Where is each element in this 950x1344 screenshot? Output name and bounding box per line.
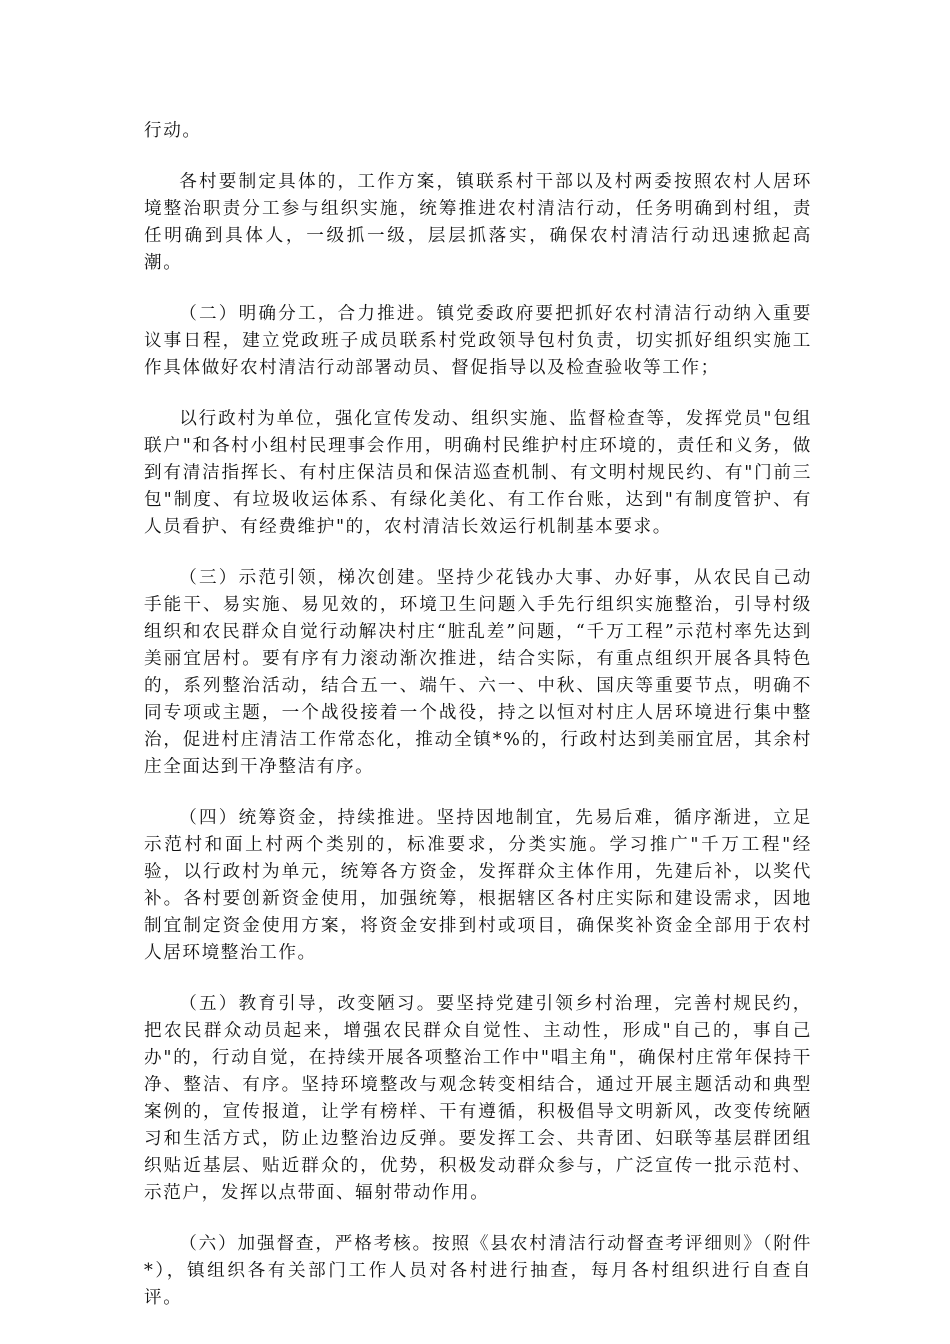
paragraph-section-6: （六）加强督查，严格考核。按照《县农村清洁行动督查考评细则》（附件*），镇组织各有关部门工作人员对各村进行抽查，每月各村组织进行自查自评。 [144, 1234, 812, 1308]
paragraph-continuation: 行动。 [144, 121, 202, 141]
paragraph-village-plan: 各村要制定具体的，工作方案，镇联系村干部以及村两委按照农村人居环境整治职责分工参与组织实施，统筹推进农村清洁行动，任务明确到村组，责任明确到具体人，一级抓一级，层层抓落实，确保农村清洁行动迅速掀起高潮。 [144, 172, 812, 273]
paragraph-section-5: （五）教育引导，改变陋习。要坚持党建引领乡村治理，完善村规民约，把农民群众动员起来，增强农民群众自觉性、主动性，形成"自己的，事自己办"的，行动自觉，在持续开展各项整治工作中"唱主角"，确保村庄常年保持干净、整洁、有序。坚持环境整改与观念转变相结合，通过开展主题活动和典型案例的，宣传报道，让学有榜样、干有遵循，积极倡导文明新风，改变传统陋习和生活方式，防止边整治边反弹。要发挥工会、共青团、妇联等基层群团组织贴近基层、贴近群众的，优势，积极发动群众参与，广泛宣传一批示范村、示范户，发挥以点带面、辐射带动作用。 [144, 994, 812, 1203]
document-page [144, 118, 812, 1312]
paragraph-section-2: （二）明确分工，合力推进。镇党委政府要把抓好农村清洁行动纳入重要议事日程，建立党政班子成员联系村党政领导包村负责，切实抓好组织实施工作具体做好农村清洁行动部署动员、督促指导以及检查验收等工作； [144, 304, 812, 378]
paragraph-section-3: （三）示范引领，梯次创建。坚持少花钱办大事、办好事，从农民自己动手能干、易实施、易见效的，环境卫生问题入手先行组织实施整治，引导村级组织和农民群众自觉行动解决村庄“脏乱差”问题，“千万工程”示范村率先达到美丽宜居村。要有序有力滚动渐次推进，结合实际，有重点组织开展各具特色的，系列整治活动，结合五一、端午、六一、中秋、国庆等重要节点，明确不同专项或主题，一个战役接着一个战役，持之以恒对村庄人居环境进行集中整治，促进村庄清洁工作常态化，推动全镇*%的，行政村达到美丽宜居，其余村庄全面达到干净整洁有序。 [144, 568, 812, 777]
paragraph-admin-village: 以行政村为单位，强化宣传发动、组织实施、监督检查等，发挥党员"包组联户"和各村小组村民理事会作用，明确村民维护村庄环境的，责任和义务，做到有清洁指挥长、有村庄保洁员和保洁巡查机制、有文明村规民约、有"门前三包"制度、有垃圾收运体系、有绿化美化、有工作台账，达到"有制度管护、有人员看护、有经费维护"的，农村清洁长效运行机制基本要求。 [144, 409, 812, 537]
paragraph-section-4: （四）统筹资金，持续推进。坚持因地制宜，先易后难，循序渐进，立足示范村和面上村两个类别的，标准要求，分类实施。学习推广"千万工程"经验，以行政村为单元，统筹各方资金，发挥群众主体作用，先建后补，以奖代补。各村要创新资金使用，加强统筹，根据辖区各村庄实际和建设需求，因地制宜制定资金使用方案，将资金安排到村或项目，确保奖补资金全部用于农村人居环境整治工作。 [144, 808, 812, 963]
